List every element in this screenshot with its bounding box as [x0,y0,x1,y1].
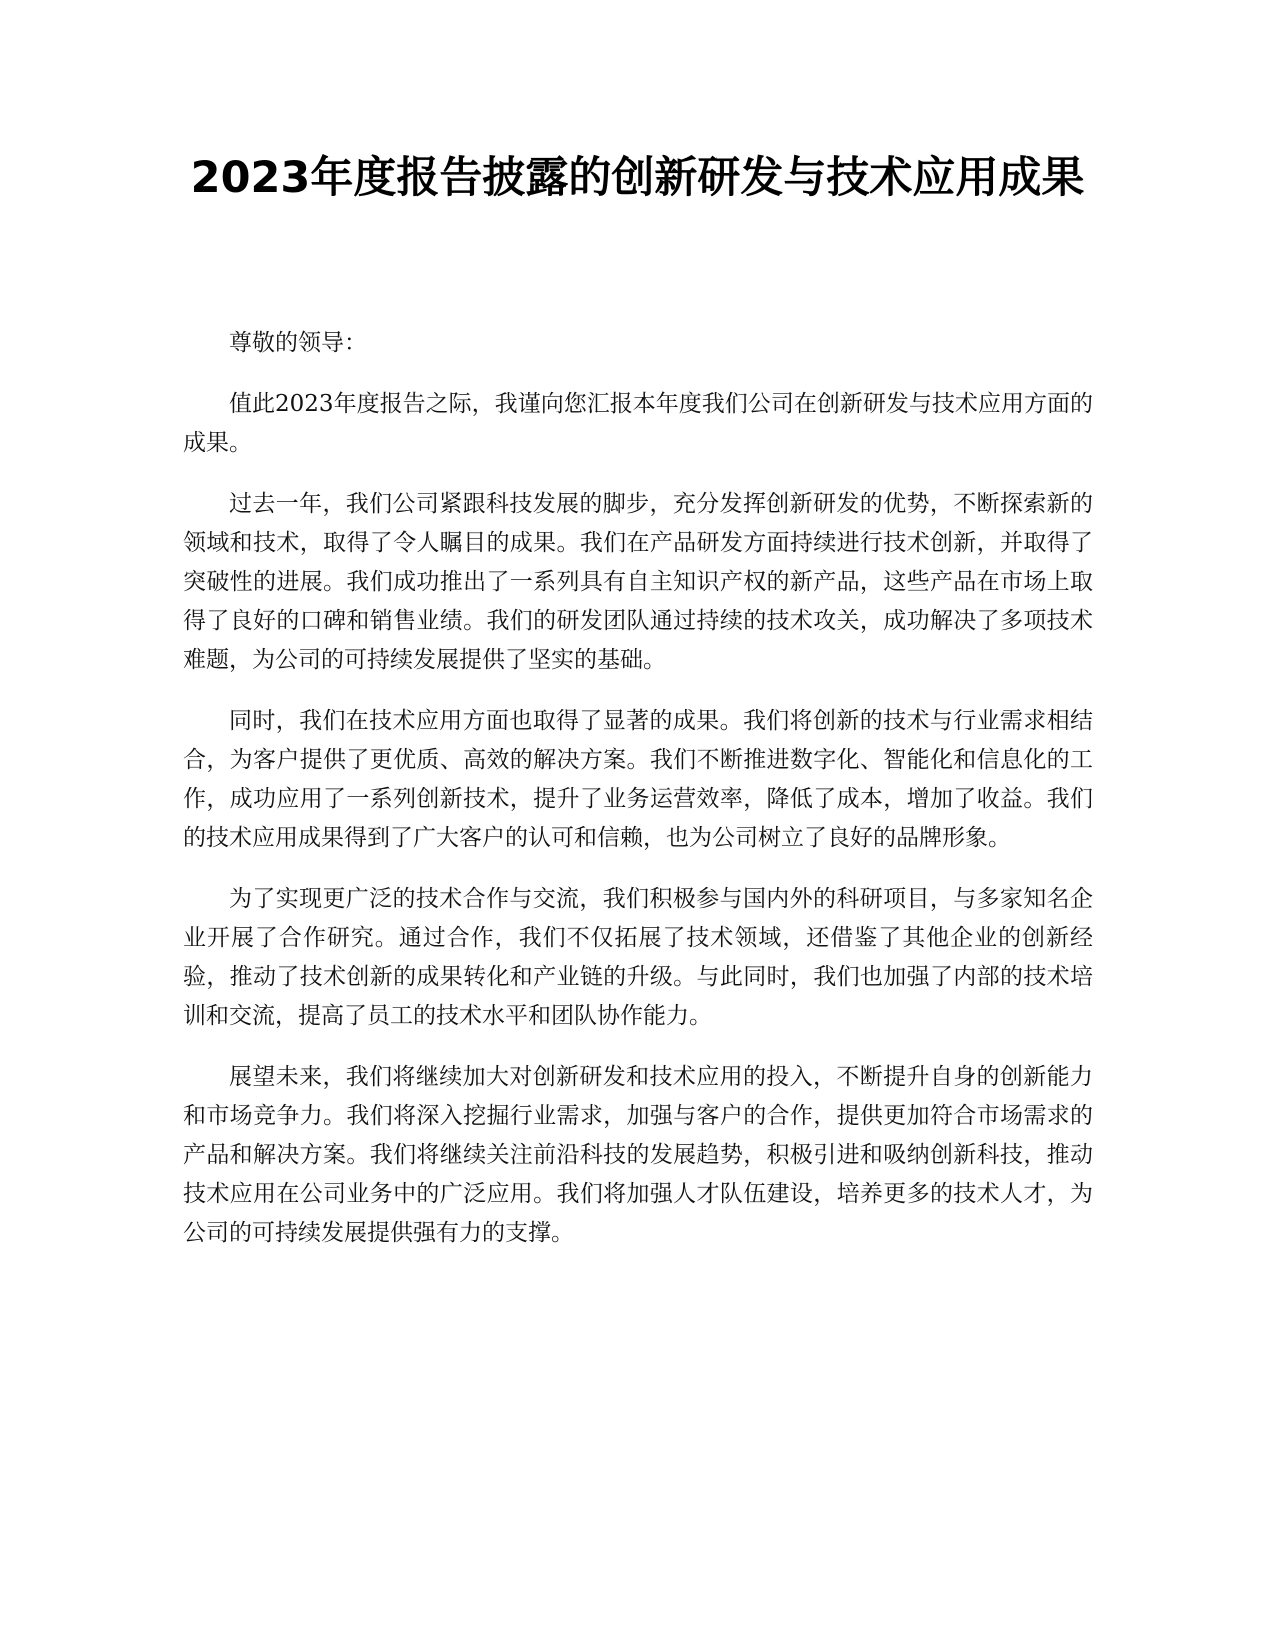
document-body [183,324,1093,1275]
paragraph-outlook: 展望未来，我们将继续加大对创新研发和技术应用的投入，不断提升自身的创新能力和市场竞争力。我们将深入挖掘行业需求，加强与客户的合作，提供更加符合市场需求的产品和解决方案。我们将继续关注前沿科技的发展趋势，积极引进和吸纳创新科技，推动技术应用在公司业务中的广泛应用。我们将加强人才队伍建设，培养更多的技术人才，为公司的可持续发展提供强有力的支撑。 [183,1064,1093,1246]
paragraph-cooperation: 为了实现更广泛的技术合作与交流，我们积极参与国内外的科研项目，与多家知名企业开展了合作研究。通过合作，我们不仅拓展了技术领域，还借鉴了其他企业的创新经验，推动了技术创新的成果转化和产业链的升级。与此同时，我们也加强了内部的技术培训和交流，提高了员工的技术水平和团队协作能力。 [183,886,1093,1029]
paragraph-tech-application: 同时，我们在技术应用方面也取得了显著的成果。我们将创新的技术与行业需求相结合，为客户提供了更优质、高效的解决方案。我们不断推进数字化、智能化和信息化的工作，成功应用了一系列创新技术，提升了业务运营效率，降低了成本，增加了收益。我们的技术应用成果得到了广大客户的认可和信赖，也为公司树立了良好的品牌形象。 [183,708,1093,851]
paragraph-intro: 值此2023年度报告之际，我谨向您汇报本年度我们公司在创新研发与技术应用方面的成果。 [183,391,1093,456]
paragraph-rd-achievements: 过去一年，我们公司紧跟科技发展的脚步，充分发挥创新研发的优势，不断探索新的领域和技术，取得了令人瞩目的成果。我们在产品研发方面持续进行技术创新，并取得了突破性的进展。我们成功推出了一系列具有自主知识产权的新产品，这些产品在市场上取得了良好的口碑和销售业绩。我们的研发团队通过持续的技术攻关，成功解决了多项技术难题，为公司的可持续发展提供了坚实的基础。 [183,491,1093,673]
document-title: 2023年度报告披露的创新研发与技术应用成果 [190,153,1085,203]
salutation: 尊敬的领导： [229,330,367,356]
